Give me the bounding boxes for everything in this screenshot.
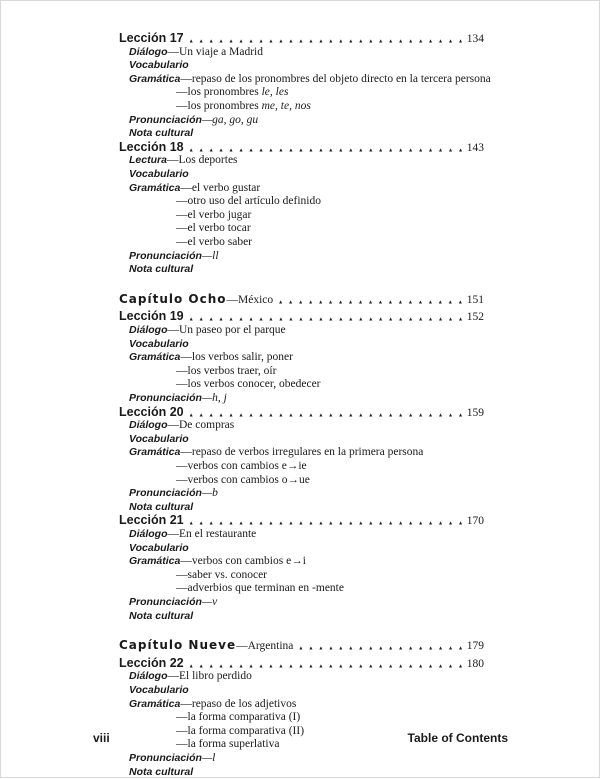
gramatica-entry xyxy=(129,181,260,195)
gramatica-subentry: —los verbos conocer, obedecer xyxy=(176,378,321,391)
dialogo-entry xyxy=(129,418,234,432)
entry-text: —b xyxy=(201,487,218,500)
lesson-title: Lección 19 xyxy=(119,309,184,324)
gramatica-subentry: —verbos con cambios o→ue xyxy=(176,473,310,486)
entry-label: Nota cultural xyxy=(129,765,194,778)
entry-label: Pronunciación xyxy=(129,249,202,262)
gramatica-subentry: —verbos con cambios e→ie xyxy=(176,460,307,472)
entry-label: Gramática xyxy=(129,181,181,194)
lectura-entry xyxy=(129,153,238,167)
gramatica-entry xyxy=(129,554,306,568)
gramatica-subentry: —el verbo jugar xyxy=(176,208,252,221)
vocabulario-entry xyxy=(129,432,189,446)
gramatica-subentry xyxy=(176,724,304,738)
entry-text: —el verbo gustar xyxy=(180,181,261,194)
entry-label: Gramática xyxy=(129,697,181,710)
page-number: 179 xyxy=(466,640,484,653)
dialogo-entry xyxy=(129,323,286,337)
subentry-text: —la forma comparativa (I) xyxy=(176,711,301,724)
nota-cultural-entry xyxy=(129,609,193,623)
entry-label: Vocabulario xyxy=(129,432,189,445)
entry-label: Vocabulario xyxy=(129,59,189,72)
entry-label: Gramática xyxy=(129,351,181,364)
entry-text: —los verbos salir, poner xyxy=(180,351,293,364)
gramatica-entry xyxy=(129,350,293,364)
pronunciacion-entry xyxy=(129,249,219,263)
nota-cultural-entry xyxy=(129,765,193,779)
entry-label: Pronunciación xyxy=(129,596,202,608)
entry-text: —ll xyxy=(201,249,219,262)
entry-label: Vocabulario xyxy=(129,684,189,696)
chapter-title: Capítulo Ocho xyxy=(119,291,227,306)
pronunciacion-entry xyxy=(129,751,215,765)
entry-text: —El libro perdido xyxy=(167,670,252,683)
entry-text: —v xyxy=(201,596,218,608)
dialogo-entry xyxy=(129,527,256,541)
lesson-title: Lección 18 xyxy=(119,139,184,154)
entry-label: Vocabulario xyxy=(129,168,189,180)
subentry-text: —los pronombres xyxy=(176,100,262,112)
gramatica-entry xyxy=(129,72,491,86)
entry-label: Lectura xyxy=(129,154,167,167)
dot-leader xyxy=(299,640,462,655)
entry-text: —h, j xyxy=(201,392,227,404)
pronunciacion-entry xyxy=(129,113,258,127)
gramatica-subentry xyxy=(176,737,279,751)
subentry-italic: le, les xyxy=(261,86,289,99)
gramatica-subentry: —otro uso del artículo definido xyxy=(176,195,321,208)
entry-label: Nota cultural xyxy=(129,127,194,140)
lesson-title: Lección 21 xyxy=(119,513,184,528)
entry-text: —l xyxy=(201,752,216,764)
entry-text: —ga, go, gu xyxy=(201,113,259,126)
dialogo-entry xyxy=(129,669,252,683)
entry-label: Diálogo xyxy=(129,45,168,58)
entry-label: Pronunciación xyxy=(129,752,202,764)
footer-page-number: viii xyxy=(93,731,110,745)
entry-text: —repaso de los adjetivos xyxy=(180,697,297,710)
gramatica-subentry: —los verbos traer, oír xyxy=(176,364,277,377)
entry-text: —Un paseo por el parque xyxy=(167,324,286,336)
entry-label: Pronunciación xyxy=(129,113,202,126)
entry-label: Pronunciación xyxy=(129,487,202,500)
entry-label: Gramática xyxy=(129,446,181,459)
chapter-subtitle: —México xyxy=(226,293,274,306)
entry-text: —Los deportes xyxy=(166,154,238,167)
entry-label: Gramática xyxy=(129,72,181,85)
entry-label: Vocabulario xyxy=(129,337,189,350)
entry-label: Nota cultural xyxy=(129,500,194,513)
entry-label: Pronunciación xyxy=(129,392,202,404)
subentry-text: —los pronombres xyxy=(176,86,262,99)
footer-title: Table of Contents xyxy=(407,731,508,745)
subentry-text: —la forma superlativa xyxy=(176,738,280,751)
entry-text: —verbos con cambios e→i xyxy=(180,555,306,568)
gramatica-subentry: —saber vs. conocer xyxy=(176,568,268,581)
dialogo-entry xyxy=(129,45,263,59)
entry-label: Diálogo xyxy=(129,670,168,683)
nota-cultural-entry xyxy=(129,500,193,514)
vocabulario-entry xyxy=(129,541,189,555)
page-number: 151 xyxy=(466,293,484,306)
pronunciacion-entry xyxy=(129,595,217,609)
lesson-title: Lección 22 xyxy=(119,655,184,670)
vocabulario-entry xyxy=(129,337,189,351)
page-number: 134 xyxy=(466,33,484,45)
entry-label: Diálogo xyxy=(129,528,168,540)
entry-text: —repaso de verbos irregulares en la primera persona xyxy=(180,446,424,459)
chapter-title: Capítulo Nueve xyxy=(119,638,237,653)
entry-label: Nota cultural xyxy=(129,263,194,276)
pronunciacion-entry xyxy=(129,391,227,405)
entry-text: —Un viaje a Madrid xyxy=(167,45,263,58)
gramatica-entry xyxy=(129,697,296,711)
subentry-text: —la forma comparativa (II) xyxy=(176,724,305,737)
page-number: 143 xyxy=(466,141,484,154)
entry-label: Nota cultural xyxy=(129,609,194,622)
gramatica-subentry xyxy=(176,85,288,99)
entry-text: —repaso de los pronombres del objeto directo en la tercera persona xyxy=(180,72,491,85)
page-number: 152 xyxy=(466,311,484,324)
chapter-subtitle: —Argentina xyxy=(236,640,294,653)
entry-label: Vocabulario xyxy=(129,541,189,554)
entry-label: Diálogo xyxy=(129,419,168,432)
gramatica-subentry: —adverbios que terminan en -mente xyxy=(176,582,344,595)
nota-cultural-entry xyxy=(129,126,193,140)
nota-cultural-entry xyxy=(129,262,193,276)
vocabulario-entry xyxy=(129,683,189,697)
lesson-title: Lección 20 xyxy=(119,404,184,419)
page-number: 170 xyxy=(466,515,484,528)
vocabulario-entry xyxy=(129,58,189,72)
subentry-italic: me, te, nos xyxy=(261,100,311,112)
entry-text: —De compras xyxy=(167,419,235,432)
entry-label: Diálogo xyxy=(129,324,168,336)
gramatica-subentry: —el verbo tocar xyxy=(176,222,251,235)
chapter-8-heading xyxy=(119,292,484,310)
vocabulario-entry xyxy=(129,167,189,181)
entry-text: —En el restaurante xyxy=(167,528,257,540)
gramatica-entry xyxy=(129,445,423,459)
page-number: 180 xyxy=(466,657,484,670)
entry-label: Gramática xyxy=(129,555,181,568)
chapter-9-heading xyxy=(119,638,484,656)
gramatica-subentry xyxy=(176,710,300,724)
gramatica-subentry: —el verbo saber xyxy=(176,236,252,248)
page-number: 159 xyxy=(466,406,484,419)
lesson-title: Lección 17 xyxy=(119,31,184,45)
dot-leader xyxy=(279,294,463,309)
gramatica-subentry xyxy=(176,99,311,113)
pronunciacion-entry xyxy=(129,486,218,500)
